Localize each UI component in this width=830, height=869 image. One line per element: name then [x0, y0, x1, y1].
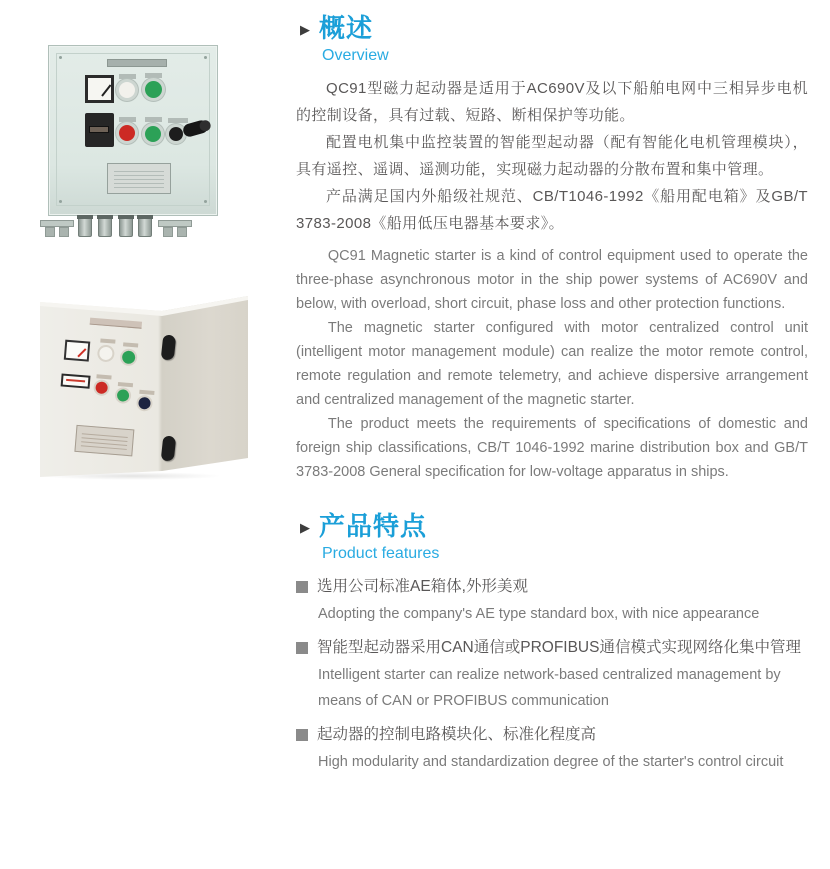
overview-paragraph-cn-1: QC91型磁力起动器是适用于AC690V及以下船舶电网中三相异步电机的控制设备，具有过载、短路、断相保护等功能。: [296, 80, 808, 124]
square-bullet-icon: [296, 729, 308, 741]
feature-cn-row: [296, 633, 808, 662]
button-label: [100, 338, 115, 343]
overview-paragraph-en-2: The magnetic starter configured with motor centralized control unit (intelligent motor management module) can realize the motor remote control, remote regulation and remote telemetry, and achieve dispersive arrangement and centralized management of the magnetic starter.: [296, 320, 808, 408]
button-label: [168, 118, 188, 123]
ammeter: [85, 75, 114, 103]
section-marker-icon: ▶: [300, 21, 310, 37]
ammeter: [64, 340, 91, 362]
overview-english-paragraphs: [296, 244, 808, 484]
button-label: [119, 117, 136, 122]
nameplate: [74, 425, 134, 457]
button-label: [139, 390, 154, 395]
cabinet-front-panel: [34, 306, 158, 464]
button-label: [96, 374, 111, 379]
nameplate: [107, 163, 171, 194]
square-bullet-icon: [296, 642, 308, 654]
product-photo-front-view: [46, 42, 226, 244]
screw-icon: [59, 56, 62, 59]
cable-gland: [98, 217, 112, 237]
panel-title-label: [90, 318, 142, 329]
run-button-green: [122, 350, 136, 364]
start-button-green: [145, 126, 161, 142]
panel-title-label: [107, 59, 167, 67]
button-label: [118, 382, 133, 387]
stop-button-red: [95, 381, 108, 394]
mounting-bracket: [158, 220, 192, 227]
overview-paragraph-cn-2: 配置电机集中监控装置的智能型起动器（配有智能化电机管理模块），具有遥控、遥调、遥测功能，实现磁力起动器的分散布置和集中管理。: [296, 134, 808, 178]
overview-heading-cn: 概述: [319, 13, 374, 43]
reset-button-navy: [138, 397, 151, 410]
breaker-switch: [85, 113, 114, 147]
content-column: [296, 12, 808, 775]
screw-icon: [59, 200, 62, 203]
overview-paragraph-en-3: The product meets the requirements of specifications of domestic and foreign ship classifications, CB/T 1046-1992 marine distribution box and GB/T 3783-2008 General specification for low-voltage apparatus in ships.: [296, 416, 808, 480]
square-bullet-icon: [296, 581, 308, 593]
meter-needle-icon: [77, 348, 86, 357]
button-label: [145, 73, 162, 78]
feature-cn-row: [296, 572, 808, 601]
features-heading-row: [296, 510, 808, 542]
section-product-features: [296, 510, 808, 775]
cable-gland: [119, 217, 133, 237]
start-button-green: [117, 389, 130, 402]
run-button-green: [145, 81, 162, 98]
feature-item: [296, 572, 808, 627]
cabinet-body: [48, 45, 218, 216]
feature-en-text: High modularity and standardization degree of the starter's control circuit: [318, 754, 784, 770]
section-overview: [296, 12, 808, 484]
feature-list: [296, 572, 808, 775]
features-heading-en: Product features: [322, 545, 440, 562]
screw-icon: [204, 200, 207, 203]
warning-plate: [61, 373, 91, 388]
feature-item: [296, 720, 808, 775]
product-photo-perspective-view: [40, 290, 255, 485]
feature-cn-text: 选用公司标准AE箱体,外形美观: [317, 578, 528, 595]
reset-button-black: [169, 127, 183, 141]
button-label: [145, 117, 162, 122]
feature-en-text: Adopting the company's AE type standard box, with nice appearance: [318, 606, 760, 622]
stop-button-red: [119, 125, 135, 141]
button-label: [119, 74, 136, 79]
button-label: [123, 342, 138, 347]
feature-cn-row: [296, 720, 808, 749]
breaker-handle: [89, 126, 109, 133]
meter-needle-icon: [101, 84, 111, 96]
indicator-white: [99, 346, 113, 360]
cable-gland: [78, 217, 92, 237]
features-heading-cn: 产品特点: [319, 511, 428, 541]
feature-cn-text: 起动器的控制电路模块化、标准化程度高: [317, 726, 597, 743]
cable-gland: [138, 217, 152, 237]
overview-heading-en: Overview: [322, 47, 389, 64]
overview-paragraph-cn-3: 产品满足国内外船级社规范、CB/T1046-1992《船用配电箱》及GB/T 3783-2008《船用低压电器基本要求》。: [296, 188, 808, 232]
feature-cn-text: 智能型起动器采用CAN通信或PROFIBUS通信模式实现网络化集中管理: [317, 639, 801, 656]
mounting-bracket: [40, 220, 74, 227]
overview-paragraph-en-1: QC91 Magnetic starter is a kind of control equipment used to operate the three-phase asynchronous motor in the ship power systems of AC690V and below, with overload, short circuit, phase loss and other protection functions.: [296, 248, 808, 312]
feature-en-text: Intelligent starter can realize network-based centralized management by means of CAN or PROFIBUS communication: [318, 667, 781, 709]
feature-item: [296, 633, 808, 714]
section-marker-icon: ▶: [300, 519, 310, 535]
overview-chinese-paragraphs: [296, 75, 808, 237]
overview-heading-row: [296, 12, 808, 44]
screw-icon: [204, 56, 207, 59]
indicator-white: [119, 82, 135, 98]
